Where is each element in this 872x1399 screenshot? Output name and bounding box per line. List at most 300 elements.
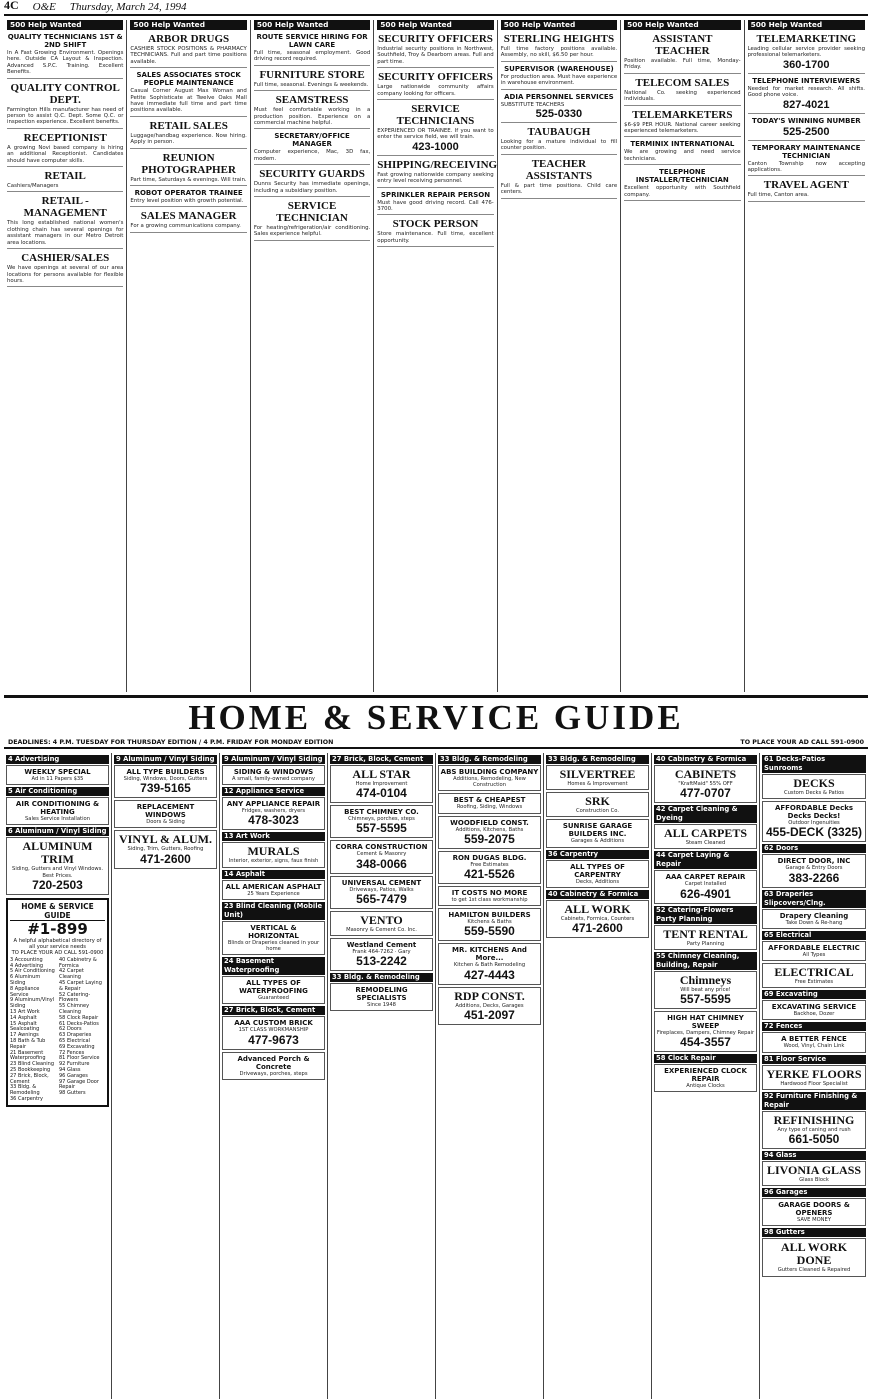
service-name: YERKE FLOORS bbox=[766, 1066, 862, 1081]
service-ad bbox=[438, 886, 541, 906]
page-number: 4C bbox=[4, 0, 19, 12]
service-line: Free Estimates bbox=[794, 979, 834, 986]
guide-column bbox=[544, 753, 652, 1399]
ad-phone: 423-1000 bbox=[412, 140, 459, 153]
classified-column bbox=[498, 20, 621, 692]
service-name: Drapery Cleaning bbox=[779, 911, 849, 920]
classified-column bbox=[745, 20, 868, 692]
index-item: 8 Appliance Service bbox=[10, 985, 40, 998]
service-ad bbox=[762, 963, 866, 988]
service-ad bbox=[114, 830, 217, 868]
service-name: GARAGE DOORS & OPENERS bbox=[778, 1201, 850, 1218]
service-name: Westland Cement bbox=[346, 941, 417, 950]
service-name: REFINISHING bbox=[773, 1112, 855, 1127]
ad-body: This long established national women's clothing chain has several openings for assistant managers in our Metro Detroit area locations. bbox=[7, 220, 124, 246]
service-ad bbox=[438, 943, 541, 984]
classified-column bbox=[127, 20, 250, 692]
service-line: 1ST CLASS WORKMANSHIP bbox=[238, 1027, 309, 1034]
classified-column bbox=[621, 20, 744, 692]
service-name: AFFORDABLE Decks Decks Decks! bbox=[774, 804, 854, 821]
ad-title: RETAIL SALES bbox=[149, 119, 228, 132]
index-item: 3 Accounting bbox=[10, 956, 43, 963]
category-heading: 96 Garages bbox=[762, 1188, 866, 1197]
service-ad bbox=[438, 987, 541, 1025]
index-item: 62 Doors bbox=[59, 1026, 82, 1033]
classified-ad bbox=[130, 209, 246, 232]
service-phone: 557-5595 bbox=[680, 992, 731, 1007]
classified-ad bbox=[624, 139, 740, 165]
service-name: ELECTRICAL bbox=[774, 965, 854, 980]
category-heading: 65 Electrical bbox=[762, 931, 866, 940]
classified-ad bbox=[624, 76, 740, 106]
classified-ad bbox=[254, 68, 370, 91]
service-line: Interior, exterior, signs, faux finish bbox=[228, 858, 319, 865]
service-name: EXPERIENCED CLOCK REPAIR bbox=[664, 1067, 747, 1084]
service-line: Backhoe, Dozer bbox=[793, 1011, 835, 1018]
ad-title: SECRETARY/OFFICE MANAGER bbox=[274, 132, 350, 149]
service-ad bbox=[114, 800, 217, 828]
guide-column bbox=[112, 753, 220, 1399]
service-name: CABINETS bbox=[674, 767, 737, 781]
service-name: AIR CONDITIONING & HEATING bbox=[15, 800, 100, 817]
service-name: DECKS bbox=[793, 776, 835, 790]
category-heading: 12 Appliance Service bbox=[222, 787, 325, 796]
ad-body: EXPERIENCED OR TRAINEE. If you want to enter the service field, we will train. bbox=[377, 128, 494, 141]
ad-body: Store maintenance. Full time, excellent opportunity. bbox=[377, 231, 494, 244]
index-item: 42 Carpet Cleaning bbox=[59, 968, 84, 981]
service-line: Hardwood Floor Specialist bbox=[780, 1080, 848, 1087]
service-ad bbox=[114, 765, 217, 798]
classified-ad bbox=[254, 199, 370, 241]
service-ad bbox=[654, 1011, 757, 1052]
index-subtitle: A helpful alphabetical directory of all your service needs bbox=[13, 937, 102, 950]
classified-ad bbox=[624, 167, 740, 201]
category-heading: 98 Gutters bbox=[762, 1228, 866, 1237]
help-wanted-section bbox=[4, 20, 868, 692]
classified-ad bbox=[377, 102, 493, 156]
service-phone: 557-5595 bbox=[356, 821, 407, 836]
service-line: Additions, Remodeling, New Construction bbox=[453, 776, 526, 789]
guide-index bbox=[6, 898, 109, 1107]
category-heading: 33 Bldg. & Remodeling bbox=[546, 755, 649, 764]
ad-title: ASSISTANT TEACHER bbox=[652, 33, 713, 57]
category-heading: 61 Decks-Patios Sunrooms bbox=[762, 755, 866, 773]
index-item: 81 Floor Service bbox=[59, 1055, 100, 1062]
index-list bbox=[10, 958, 105, 1103]
service-ad bbox=[762, 854, 866, 887]
category-heading: 81 Floor Service bbox=[762, 1055, 866, 1064]
service-line: Carpet Installed bbox=[684, 881, 727, 888]
category-heading: 33 Bldg. & Remodeling bbox=[438, 755, 541, 764]
service-name: HIGH HAT CHIMNEY SWEEP bbox=[667, 1014, 744, 1031]
ad-title: SEAMSTRESS bbox=[275, 94, 349, 107]
guide-columns bbox=[4, 753, 868, 1399]
service-name: SRK bbox=[585, 794, 610, 809]
ad-title: TELEMARKETING bbox=[756, 33, 857, 45]
ad-title: REUNION PHOTOGRAPHER bbox=[141, 151, 236, 176]
service-phone: 720-2503 bbox=[32, 877, 83, 892]
classified-ad bbox=[377, 190, 493, 216]
ad-body: National Co. seeking experienced individuals. bbox=[624, 89, 741, 103]
classified-column bbox=[4, 20, 127, 692]
index-item: 97 Garage Door Repair bbox=[59, 1078, 99, 1091]
classified-ad bbox=[748, 178, 865, 201]
index-phone: #1-899 bbox=[10, 920, 105, 938]
service-phone: 474-0104 bbox=[356, 786, 407, 801]
service-line: Driveways, Patios, Walks bbox=[349, 886, 414, 893]
service-phone: 471-2600 bbox=[572, 921, 623, 936]
category-heading: 52 Catering-Flowers Party Planning bbox=[654, 906, 757, 924]
category-heading: 27 Brick, Block, Cement bbox=[330, 755, 433, 764]
service-ad bbox=[222, 797, 325, 830]
index-item: 17 Awnings bbox=[10, 1032, 39, 1039]
ad-title: TEACHER ASSISTANTS bbox=[525, 157, 593, 182]
service-line: Roofing, Siding, Windows bbox=[456, 804, 523, 811]
column-heading: 500 Help Wanted bbox=[377, 20, 493, 30]
ad-body: Industrial security positions in Northwest, Southfield, Troy & Dearborn areas. Full and part time. bbox=[377, 46, 494, 65]
service-name: MURALS bbox=[247, 844, 300, 859]
service-line: Take Down & Re-hang bbox=[785, 919, 843, 926]
ad-title: SALES ASSOCIATES STOCK PEOPLE MAINTENANCE bbox=[136, 71, 241, 88]
ad-title: RETAIL - MANAGEMENT bbox=[23, 195, 107, 220]
index-item: 69 Excavating bbox=[59, 1043, 95, 1050]
classified-ad bbox=[748, 76, 865, 114]
ad-title: RETAIL bbox=[44, 170, 86, 183]
service-line: "KraftMaid" 55% OFF bbox=[678, 781, 733, 787]
ad-body: CASHIER STOCK POSITIONS & PHARMACY TECHNICIANS. Full and part time positions available. bbox=[130, 46, 247, 65]
service-name: MR. KITCHENS And More... bbox=[452, 946, 527, 963]
classified-ad bbox=[501, 125, 617, 155]
index-title: HOME & SERVICE GUIDE bbox=[21, 901, 94, 920]
service-name: ALL WORK DONE bbox=[780, 1240, 848, 1268]
home-service-guide bbox=[4, 695, 868, 1399]
service-ad bbox=[762, 1000, 866, 1020]
service-ad bbox=[222, 1016, 325, 1049]
service-ad bbox=[330, 983, 433, 1011]
ad-title: TELEPHONE INTERVIEWERS bbox=[752, 76, 861, 85]
category-heading: 62 Doors bbox=[762, 844, 866, 853]
classified-ad bbox=[7, 81, 123, 129]
ad-title: SALES MANAGER bbox=[140, 210, 237, 223]
ad-title: ROBOT OPERATOR TRAINEE bbox=[134, 189, 243, 198]
ad-title: SERVICE TECHNICIANS bbox=[396, 103, 475, 128]
service-line: Kitchen & Bath Remodeling bbox=[453, 962, 526, 969]
service-phone: 565-7479 bbox=[356, 891, 407, 906]
service-line: Fridges, washers, dryers bbox=[241, 808, 306, 815]
index-item: 94 Glass bbox=[59, 1066, 81, 1073]
service-ad bbox=[6, 797, 109, 825]
service-line: Outdoor Ingenuities bbox=[788, 820, 840, 827]
service-name: ALL TYPE BUILDERS bbox=[126, 768, 205, 776]
service-ad bbox=[330, 805, 433, 838]
service-name: AAA CARPET REPAIR bbox=[665, 873, 746, 882]
service-line: Home Improvement bbox=[355, 781, 408, 787]
service-line: Fireplaces, Dampers, Chimney Repair bbox=[656, 1030, 755, 1037]
service-name: DIRECT DOOR, INC bbox=[777, 857, 851, 866]
index-item: 96 Garages bbox=[59, 1072, 88, 1079]
category-heading: 14 Asphalt bbox=[222, 870, 325, 879]
ad-title: TERMINIX INTERNATIONAL bbox=[630, 140, 735, 149]
classified-ad bbox=[501, 32, 617, 62]
category-heading: 6 Aluminum / Vinyl Siding bbox=[6, 827, 109, 836]
service-line: 25 Years Experience bbox=[247, 890, 300, 897]
ad-title: TELEMARKETERS bbox=[632, 108, 733, 121]
service-name: REPLACEMENT WINDOWS bbox=[136, 803, 195, 820]
ad-title: ROUTE SERVICE HIRING FOR LAWN CARE bbox=[256, 33, 368, 49]
service-line: Siding, Windows, Doors, Gutters bbox=[123, 776, 208, 782]
service-name: ABS BUILDING COMPANY bbox=[440, 768, 539, 776]
ad-body: We are growing and need service technicians. bbox=[624, 149, 741, 162]
ad-body: For a growing communications company. bbox=[130, 223, 241, 230]
classified-ad bbox=[7, 194, 123, 249]
service-ad bbox=[762, 774, 866, 799]
classified-column bbox=[374, 20, 497, 692]
service-line: Glass Block bbox=[799, 1177, 829, 1184]
guide-column bbox=[328, 753, 436, 1399]
ad-body: Leading cellular service provider seeking professional telemarketers. bbox=[747, 46, 865, 59]
ad-body: For production area. Must have experience in warehouse environment. bbox=[500, 73, 618, 87]
classified-ad bbox=[624, 32, 740, 74]
service-line: Cement & Masonry bbox=[356, 851, 407, 858]
service-ad bbox=[762, 1065, 866, 1090]
classified-ad bbox=[748, 143, 865, 177]
service-name: AFFORDABLE ELECTRIC bbox=[768, 943, 860, 952]
service-line: Driveways, porches, steps bbox=[239, 1070, 308, 1077]
service-name: VERTICAL & HORIZONTAL bbox=[248, 923, 299, 940]
ad-title: TODAY'S WINNING NUMBER bbox=[751, 116, 861, 125]
service-phone: 427-4443 bbox=[464, 967, 515, 982]
service-line: All Types bbox=[802, 951, 826, 958]
ad-body: For heating/refrigeration/air conditioning. Sales experience helpful. bbox=[253, 225, 371, 238]
service-ad bbox=[546, 900, 649, 938]
service-name: ALL WORK bbox=[564, 901, 631, 916]
ad-body: Full time, seasonal. Evenings & weekends. bbox=[253, 81, 369, 88]
service-line: Cabinets, Formica, Counters bbox=[560, 915, 635, 922]
service-line: Kitchens & Baths bbox=[467, 919, 512, 926]
category-heading: 92 Furniture Finishing & Repair bbox=[762, 1092, 866, 1110]
guide-title: HOME & SERVICE GUIDE bbox=[4, 695, 868, 737]
service-line: Chimneys, porches, steps bbox=[348, 816, 415, 823]
category-heading: 69 Excavating bbox=[762, 990, 866, 999]
index-item: 25 Bookkeeping bbox=[10, 1066, 51, 1073]
classified-ad bbox=[7, 32, 123, 79]
column-heading: 500 Help Wanted bbox=[7, 20, 123, 30]
classified-ad bbox=[254, 93, 370, 129]
category-heading: 23 Blind Cleaning (Mobile Unit) bbox=[222, 902, 325, 920]
service-line: Antique Clocks bbox=[686, 1083, 725, 1090]
ad-body: Position available. Full time, Monday-Friday. bbox=[624, 58, 741, 71]
ad-title: ADIA PERSONNEL SERVICES bbox=[504, 92, 614, 101]
service-ad bbox=[762, 1238, 866, 1276]
category-heading: 33 Bldg. & Remodeling bbox=[330, 973, 433, 982]
category-heading: 58 Clock Repair bbox=[654, 1054, 757, 1063]
service-name: Advanced Porch & Concrete bbox=[237, 1054, 310, 1071]
ad-body: Needed for market research. All shifts. Good phone voice. bbox=[747, 85, 865, 99]
category-heading: 5 Air Conditioning bbox=[6, 787, 109, 796]
classified-ad bbox=[748, 116, 865, 141]
column-heading: 500 Help Wanted bbox=[254, 20, 370, 30]
category-heading: 4 Advertising bbox=[6, 755, 109, 764]
service-ad bbox=[654, 765, 757, 803]
index-item: 14 Asphalt bbox=[10, 1014, 37, 1021]
service-name: ALL STAR bbox=[352, 767, 411, 781]
service-name: RON DUGAS BLDG. bbox=[452, 853, 527, 862]
service-name: ALUMINUM TRIM bbox=[22, 839, 93, 867]
ad-body: Farmington Hills manufacturer has need of person to assist Q.C. Dept. Some Q.C. or inspection experience. Excellent benefits. bbox=[7, 106, 124, 126]
service-line: SAVE MONEY bbox=[797, 1217, 831, 1224]
service-line: Sales Service Installation bbox=[24, 816, 90, 823]
service-ad bbox=[330, 938, 433, 971]
ad-title: TELECOM SALES bbox=[635, 76, 730, 89]
paper-name: O&E bbox=[32, 1, 56, 13]
ad-body: SUBSTITUTE TEACHERS bbox=[500, 101, 565, 108]
index-item: 21 Basement Waterproofing bbox=[10, 1049, 46, 1062]
service-line: Decks, Additions bbox=[575, 878, 620, 885]
service-ad bbox=[762, 1198, 866, 1226]
service-ad bbox=[546, 792, 649, 817]
service-ad bbox=[762, 1032, 866, 1052]
service-ad bbox=[546, 765, 649, 790]
service-name: ALL AMERICAN ASPHALT bbox=[225, 882, 322, 891]
ad-body: A growing Novi based company is hiring an additional Receptionist. Candidates should have computer skills. bbox=[7, 144, 124, 164]
classified-ad bbox=[501, 64, 617, 90]
classified-ad bbox=[130, 119, 246, 149]
index-item: 55 Chimney Cleaning bbox=[59, 1003, 90, 1015]
classified-ad bbox=[254, 32, 370, 66]
column-heading: 500 Help Wanted bbox=[130, 20, 246, 30]
service-ad bbox=[6, 765, 109, 785]
ad-body: Large nationwide community affairs company looking for officers. bbox=[377, 84, 494, 97]
guide-deadlines: DEADLINES: 4 P.M. TUESDAY FOR THURSDAY EDITION / 4 P.M. FRIDAY FOR MONDAY EDITION bbox=[8, 739, 334, 746]
index-item: 72 Fences bbox=[59, 1049, 85, 1056]
ad-body: Entry level position with growth potential. bbox=[130, 198, 244, 205]
service-phone: 421-5526 bbox=[464, 867, 515, 882]
service-line: Since 1948 bbox=[367, 1002, 396, 1009]
index-item: 9 Aluminum/Vinyl Siding bbox=[10, 997, 55, 1010]
classified-ad bbox=[254, 131, 370, 165]
service-line: Masonry & Cement Co. Inc. bbox=[346, 926, 417, 933]
ad-title: TRAVEL AGENT bbox=[763, 179, 849, 192]
ad-body: We have openings at several of our area locations for persons available for flexible hours. bbox=[7, 265, 124, 284]
service-phone: 383-2266 bbox=[788, 870, 840, 885]
classified-ad bbox=[377, 158, 498, 188]
ad-phone: 827-4021 bbox=[783, 98, 830, 111]
ad-body: Part time, Saturdays & evenings. Will train. bbox=[130, 176, 247, 183]
masthead bbox=[4, 0, 868, 16]
service-line: Siding, Gutters and Vinyl Windows. Best Prices. bbox=[12, 866, 103, 879]
classified-ad bbox=[501, 92, 617, 123]
service-line: Guaranteed bbox=[258, 995, 289, 1002]
ad-body: Dunns Security has immediate openings, including a subsidiary position. bbox=[253, 181, 371, 194]
service-name: UNIVERSAL CEMENT bbox=[341, 878, 422, 887]
service-line: Garage & Entry Doors bbox=[785, 865, 843, 872]
ad-title: SECURITY GUARDS bbox=[259, 168, 365, 181]
service-line: Siding, Trim, Gutters, Roofing bbox=[127, 846, 204, 853]
service-name: IT COSTS NO MORE bbox=[451, 889, 528, 898]
service-line: to get 1st class workmanship bbox=[451, 897, 528, 904]
issue-date: Thursday, March 24, 1994 bbox=[69, 1, 187, 13]
ad-body: Cashiers/Managers bbox=[7, 183, 59, 190]
category-heading: 9 Aluminum / Vinyl Siding bbox=[114, 755, 217, 764]
service-ad bbox=[546, 860, 649, 888]
service-name: ALL CARPETS bbox=[663, 826, 748, 841]
service-name: HAMILTON BUILDERS bbox=[448, 911, 531, 920]
column-heading: 500 Help Wanted bbox=[748, 20, 865, 30]
guide-column bbox=[4, 753, 112, 1399]
index-call: TO PLACE YOUR AD CALL 591-0900 bbox=[11, 949, 104, 956]
service-ad bbox=[222, 880, 325, 900]
service-ad bbox=[762, 1111, 866, 1149]
service-ad bbox=[762, 909, 866, 929]
service-line: Blinds or Draperies cleaned in your home bbox=[227, 939, 320, 953]
service-line: Ad in 11 Papers $35 bbox=[31, 776, 84, 782]
ad-body: Full & part time positions. Child care centers. bbox=[500, 182, 618, 196]
category-heading: 27 Brick, Block, Cement bbox=[222, 1006, 325, 1015]
index-item: 18 Bath & Tub Repair bbox=[10, 1037, 46, 1050]
ad-body: Computer experience, Mac, 3D fax, modem. bbox=[253, 149, 371, 162]
ad-body: Looking for a mature individual to fill counter position. bbox=[500, 139, 618, 152]
index-item: 98 Gutters bbox=[59, 1090, 86, 1097]
service-name: BEST CHIMNEY CO. bbox=[344, 808, 419, 817]
service-name: VENTO bbox=[360, 912, 403, 927]
classified-ad bbox=[130, 151, 246, 186]
classified-ad bbox=[501, 157, 617, 199]
ad-title: CASHIER/SALES bbox=[21, 252, 110, 265]
service-line: Free Estimates bbox=[470, 861, 509, 868]
ad-title: FURNITURE STORE bbox=[259, 68, 365, 81]
service-name: WEEKLY SPECIAL bbox=[24, 768, 91, 776]
column-heading: 500 Help Wanted bbox=[501, 20, 617, 30]
service-phone: 477-9673 bbox=[248, 1032, 299, 1047]
index-item: 61 Decks-Patios bbox=[59, 1020, 99, 1027]
category-heading: 44 Carpet Laying & Repair bbox=[654, 851, 757, 869]
service-name: ANY APPLIANCE REPAIR bbox=[226, 800, 321, 809]
service-name: WOODFIELD CONST. bbox=[450, 818, 529, 827]
classified-ad bbox=[377, 217, 493, 247]
index-item: 45 Carpet Laying & Repair bbox=[59, 980, 102, 992]
service-name: SUNRISE GARAGE BUILDERS INC. bbox=[562, 822, 633, 839]
service-name: VINYL & ALUM. bbox=[118, 832, 212, 847]
ad-title: TEMPORARY MAINTENANCE TECHNICIAN bbox=[752, 143, 861, 160]
guide-column bbox=[652, 753, 760, 1399]
service-ad bbox=[762, 1161, 866, 1186]
ad-title: SUPERVISOR (WAREHOUSE) bbox=[504, 64, 614, 73]
service-phone: 348-0066 bbox=[356, 856, 407, 871]
category-heading: 36 Carpentry bbox=[546, 850, 649, 859]
index-item: 40 Cabinetry & Formica bbox=[59, 956, 97, 969]
ad-body: Must feel comfortable working in a production position. Experience on a commercial machine helpful. bbox=[253, 107, 371, 127]
ad-title: STOCK PERSON bbox=[392, 218, 479, 231]
index-item: 6 Aluminum Siding bbox=[10, 974, 41, 986]
ad-title: SPRINKLER REPAIR PERSON bbox=[380, 190, 491, 199]
classified-ad bbox=[130, 70, 246, 117]
index-item: 92 Furniture bbox=[59, 1061, 90, 1068]
index-item: 13 Art Work bbox=[10, 1008, 40, 1015]
ad-body: In A Fast Growing Environment. Openings here. Outside CA Layout & Inspection. Advanced S.P.C. Training. Excellent Benefits. bbox=[7, 50, 124, 76]
service-name: SILVERTREE bbox=[559, 767, 636, 781]
ad-body: Full time, seasonal employment. Good driving record required. bbox=[253, 50, 371, 63]
ad-title: SECURITY OFFICERS bbox=[378, 33, 493, 45]
service-name: Chimneys bbox=[679, 972, 732, 987]
index-item: 4 Advertising bbox=[10, 962, 44, 969]
service-line: Party Planning bbox=[686, 940, 725, 947]
index-item: 15 Asphalt Sealcoating bbox=[10, 1020, 40, 1033]
ad-title: QUALITY CONTROL DEPT. bbox=[10, 81, 120, 106]
category-heading: 9 Aluminum / Vinyl Siding bbox=[222, 755, 325, 764]
column-heading: 500 Help Wanted bbox=[624, 20, 740, 30]
ad-body: Full time, Canton area. bbox=[747, 192, 809, 199]
ad-title: ARBOR DRUGS bbox=[148, 33, 230, 45]
